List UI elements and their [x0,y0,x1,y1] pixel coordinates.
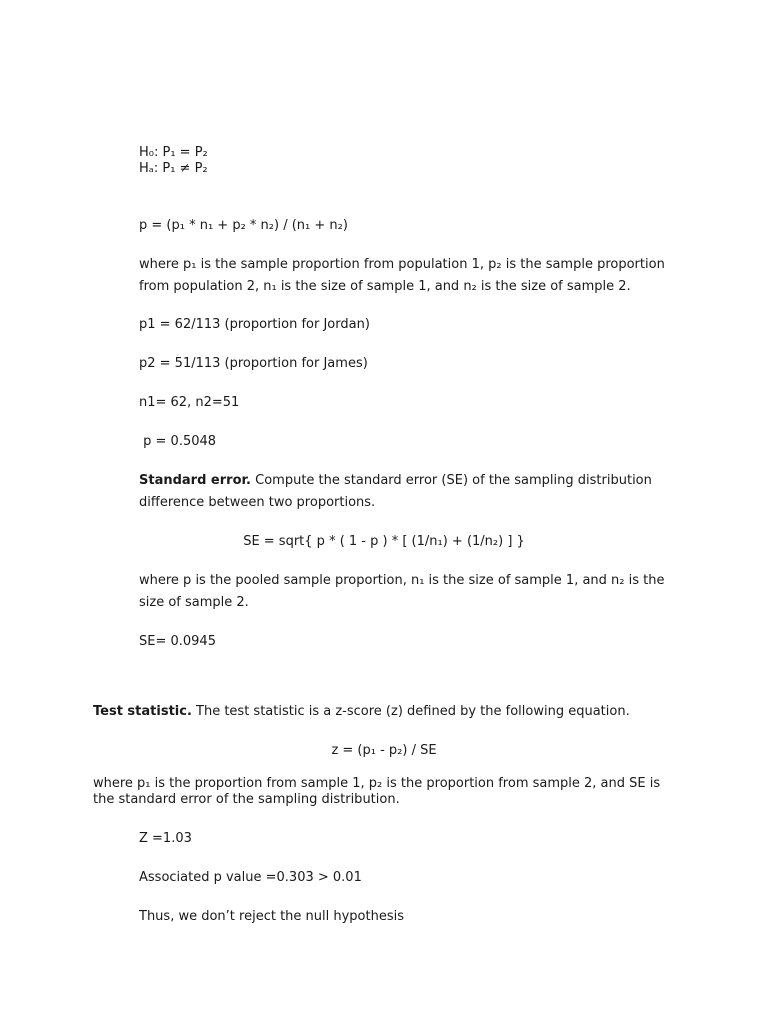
z-value: Z =1.03 [139,831,192,846]
test-statistic-desc: The test statistic is a z-score (z) defined by the following equation. [191,704,630,719]
z-where-line-2: the standard error of the sampling distribution. [93,792,400,807]
conclusion: Thus, we don’t reject the null hypothesis [139,909,405,924]
p2-value: p2 = 51/113 (proportion for James) [139,356,368,371]
standard-error-intro [139,473,652,489]
se-where-line-2: size of sample 2. [139,595,249,610]
standard-error-result: SE= 0.0945 [139,634,216,649]
standard-error-formula: SE = sqrt{ p * ( 1 - p ) * [ (1/n₁) + (1/n₂) ] } [243,534,525,549]
test-statistic-heading: Test statistic. [93,704,192,719]
standard-error-desc-line-2: difference between two proportions. [139,495,376,510]
p1-value: p1 = 62/113 (proportion for Jordan) [139,317,370,332]
pooled-where-line-2: from population 2, n₁ is the size of sample 1, and n₂ is the size of sample 2. [139,279,631,294]
alternative-hypothesis: Hₐ: P₁ ≠ P₂ [139,161,208,176]
sample-sizes: n1= 62, n2=51 [139,395,240,410]
associated-p-value: Associated p value =0.303 > 0.01 [139,870,362,885]
standard-error-desc-line-1: Compute the standard error (SE) of the sampling distribution [251,473,652,488]
z-where-line-1: where p₁ is the proportion from sample 1, p₂ is the proportion from sample 2, and SE is [93,776,661,791]
pooled-where-line-1: where p₁ is the sample proportion from population 1, p₂ is the sample proportion [139,257,665,272]
test-statistic-intro [93,704,630,720]
pooled-proportion-formula: p = (p₁ * n₁ + p₂ * n₂) / (n₁ + n₂) [139,218,348,233]
se-where-line-1: where p is the pooled sample proportion, n₁ is the size of sample 1, and n₂ is the [139,573,665,588]
z-formula: z = (p₁ - p₂) / SE [331,743,437,758]
pooled-p-value: p = 0.5048 [139,434,217,449]
null-hypothesis: H₀: P₁ = P₂ [139,145,208,160]
standard-error-heading: Standard error. [139,473,251,488]
